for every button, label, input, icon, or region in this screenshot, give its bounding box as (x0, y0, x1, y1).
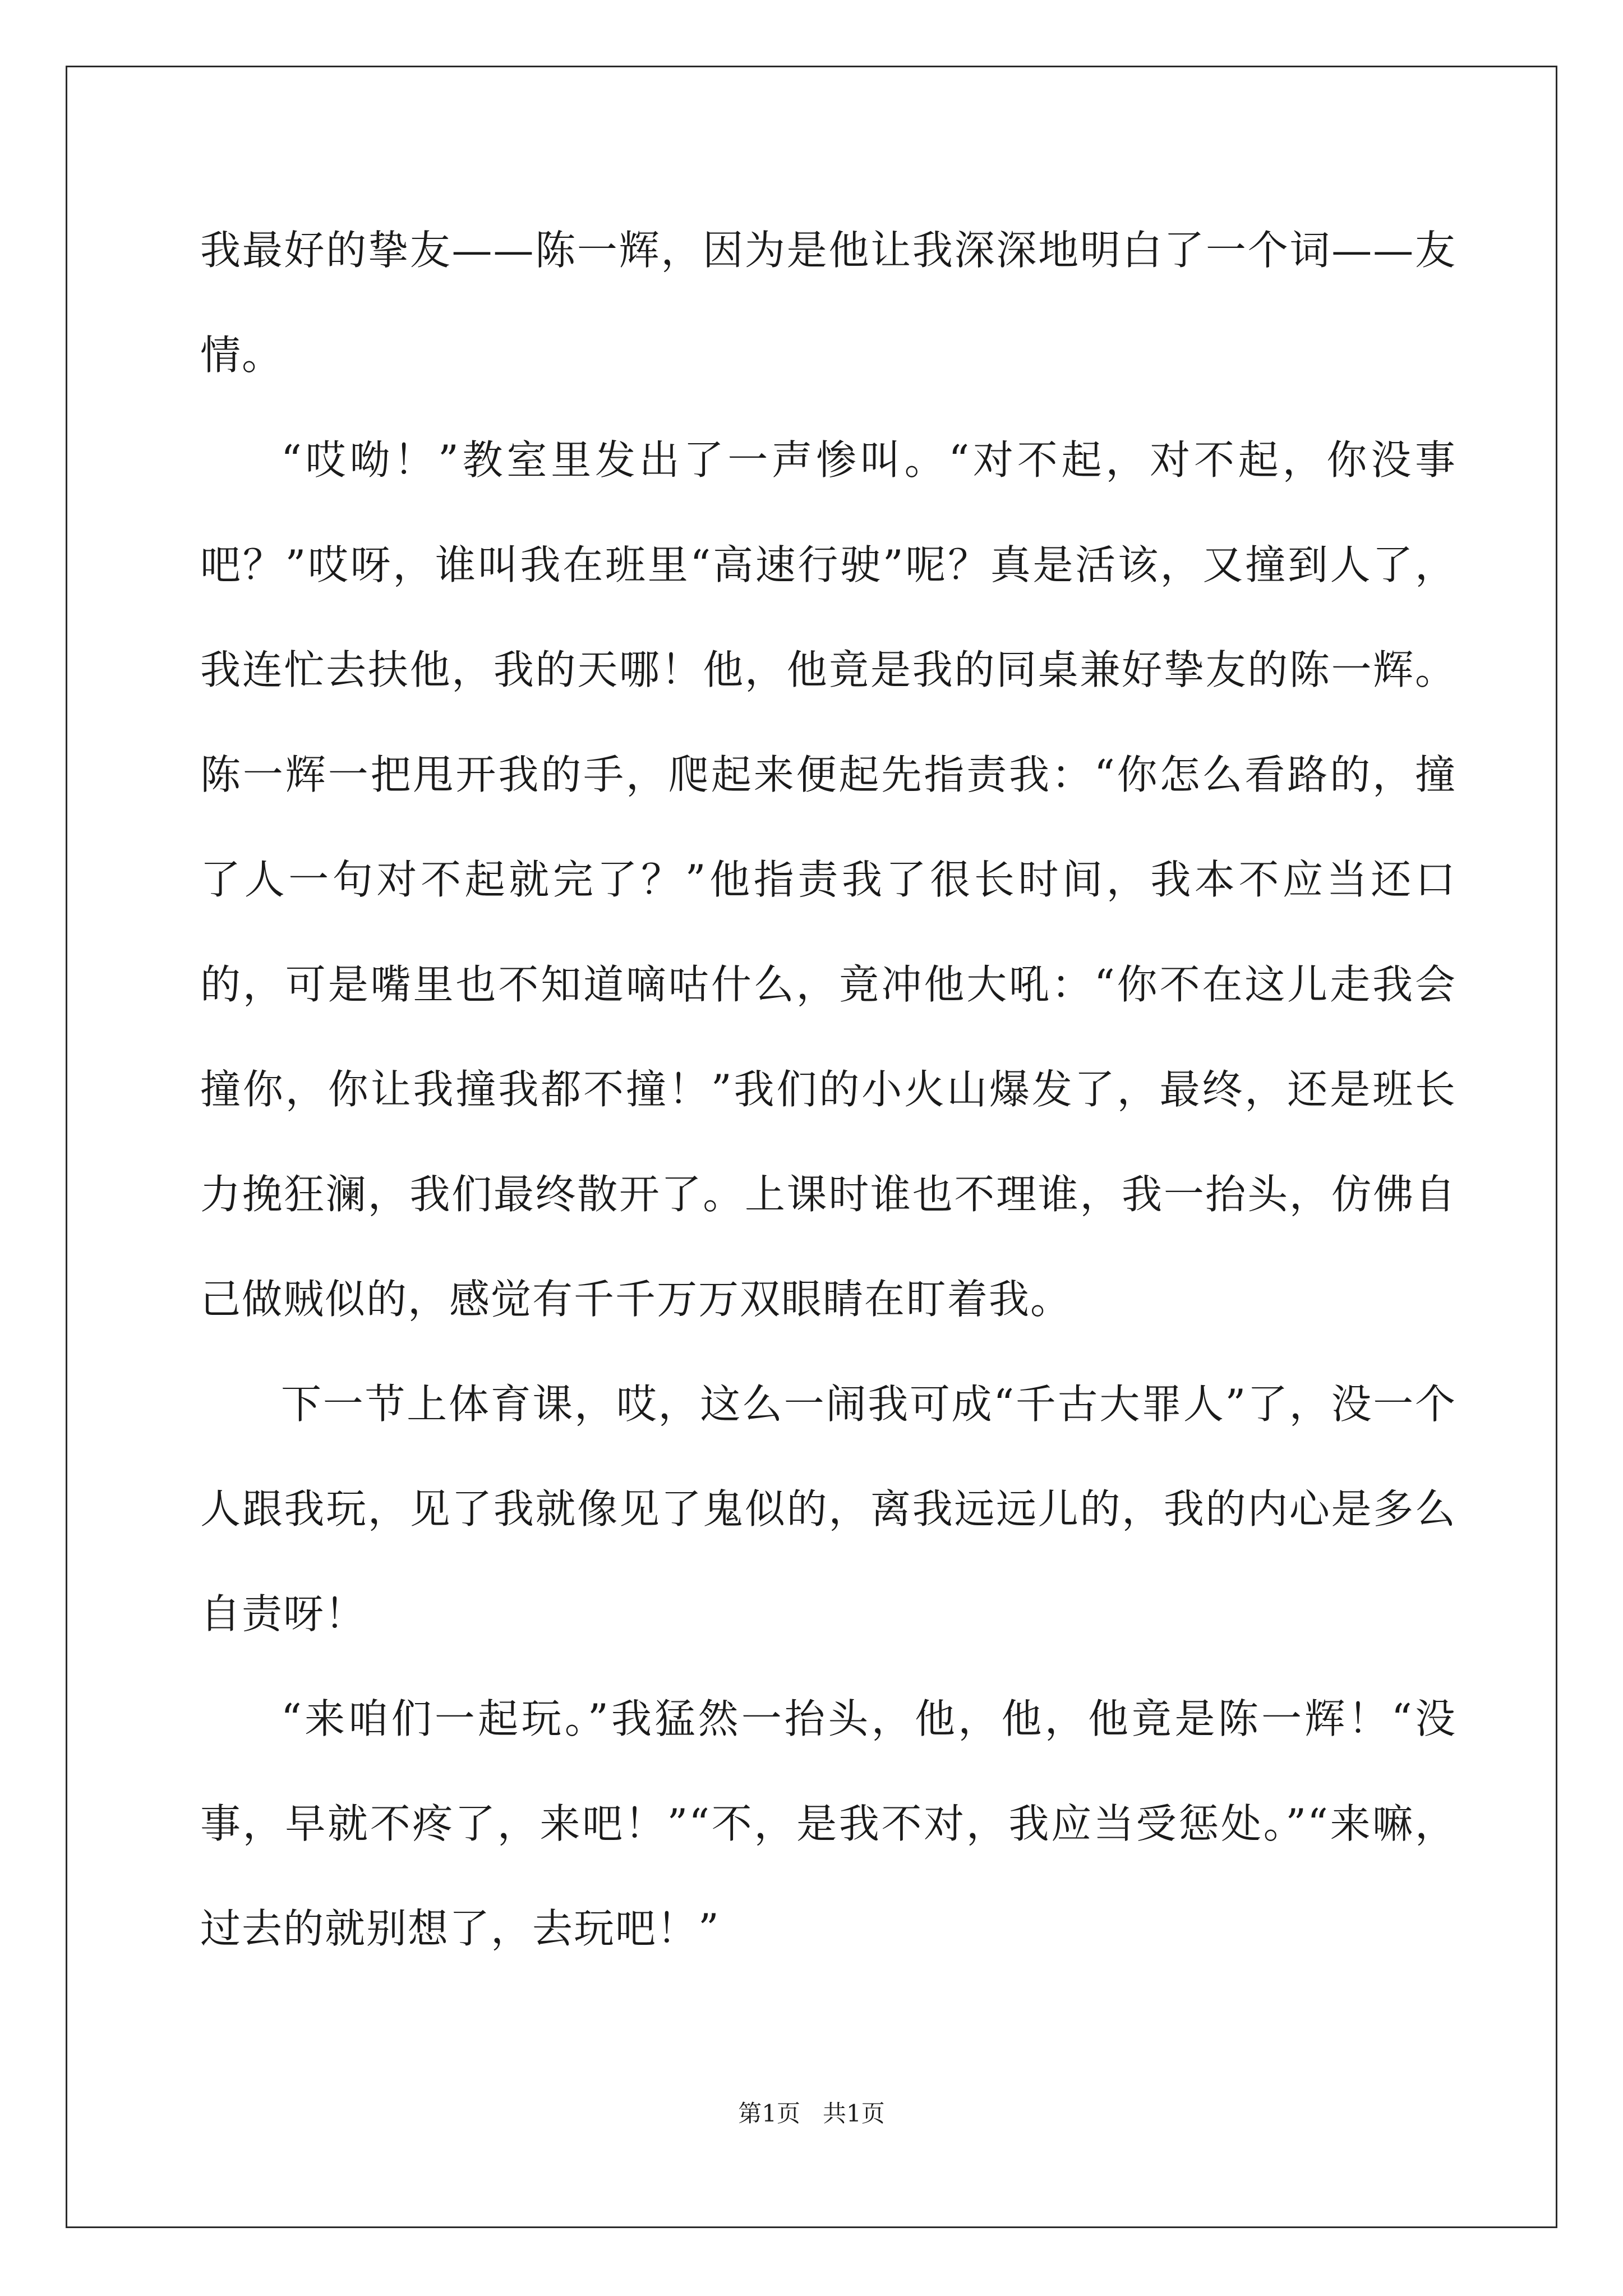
paragraph-3: 下一节上体育课，哎，这么一闹我可成“千古大罪人”了，没一个人跟我玩，见了我就像见了鬼似的，离我远远儿的，我的内心是多么自责呀！ (200, 1381, 1456, 1637)
paragraph-1: 我最好的挚友——陈一辉，因为是他让我深深地明白了一个词——友情。 (200, 227, 1456, 379)
paragraph-2: “哎呦！”教室里发出了一声惨叫。“对不起，对不起，你没事吧？”哎呀，谁叫我在班里“高速行驶”呢？真是活该，又撞到人了，我连忙去扶他，我的天哪！他，他竟是我的同桌兼好挚友的陈一辉。陈一辉一把甩开我的手，爬起来便起先指责我：“你怎么看路的，撞了人一句对不起就完了？”他指责我了很长时间，我本不应当还口的，可是嘴里也不知道嘀咕什么，竟冲他大吼：“你不在这儿走我会撞你，你让我撞我都不撞！”我们的小火山爆发了，最终，还是班长力挽狂澜，我们最终散开了。上课时谁也不理谁，我一抬头，仿佛自己做贼似的，感觉有千千万万双眼睛在盯着我。 (200, 436, 1456, 1323)
page-total: 共1页 (823, 2100, 885, 2127)
page-number: 第1页 (738, 2100, 800, 2127)
document-body (200, 198, 1456, 1981)
page-footer (0, 2095, 1623, 2129)
paragraph-4: “来咱们一起玩。”我猛然一抬头，他，他，他竟是陈一辉！“没事，早就不疼了，来吧！”“不，是我不对，我应当受惩处。”“来嘛，过去的就别想了，去玩吧！” (200, 1695, 1456, 1952)
